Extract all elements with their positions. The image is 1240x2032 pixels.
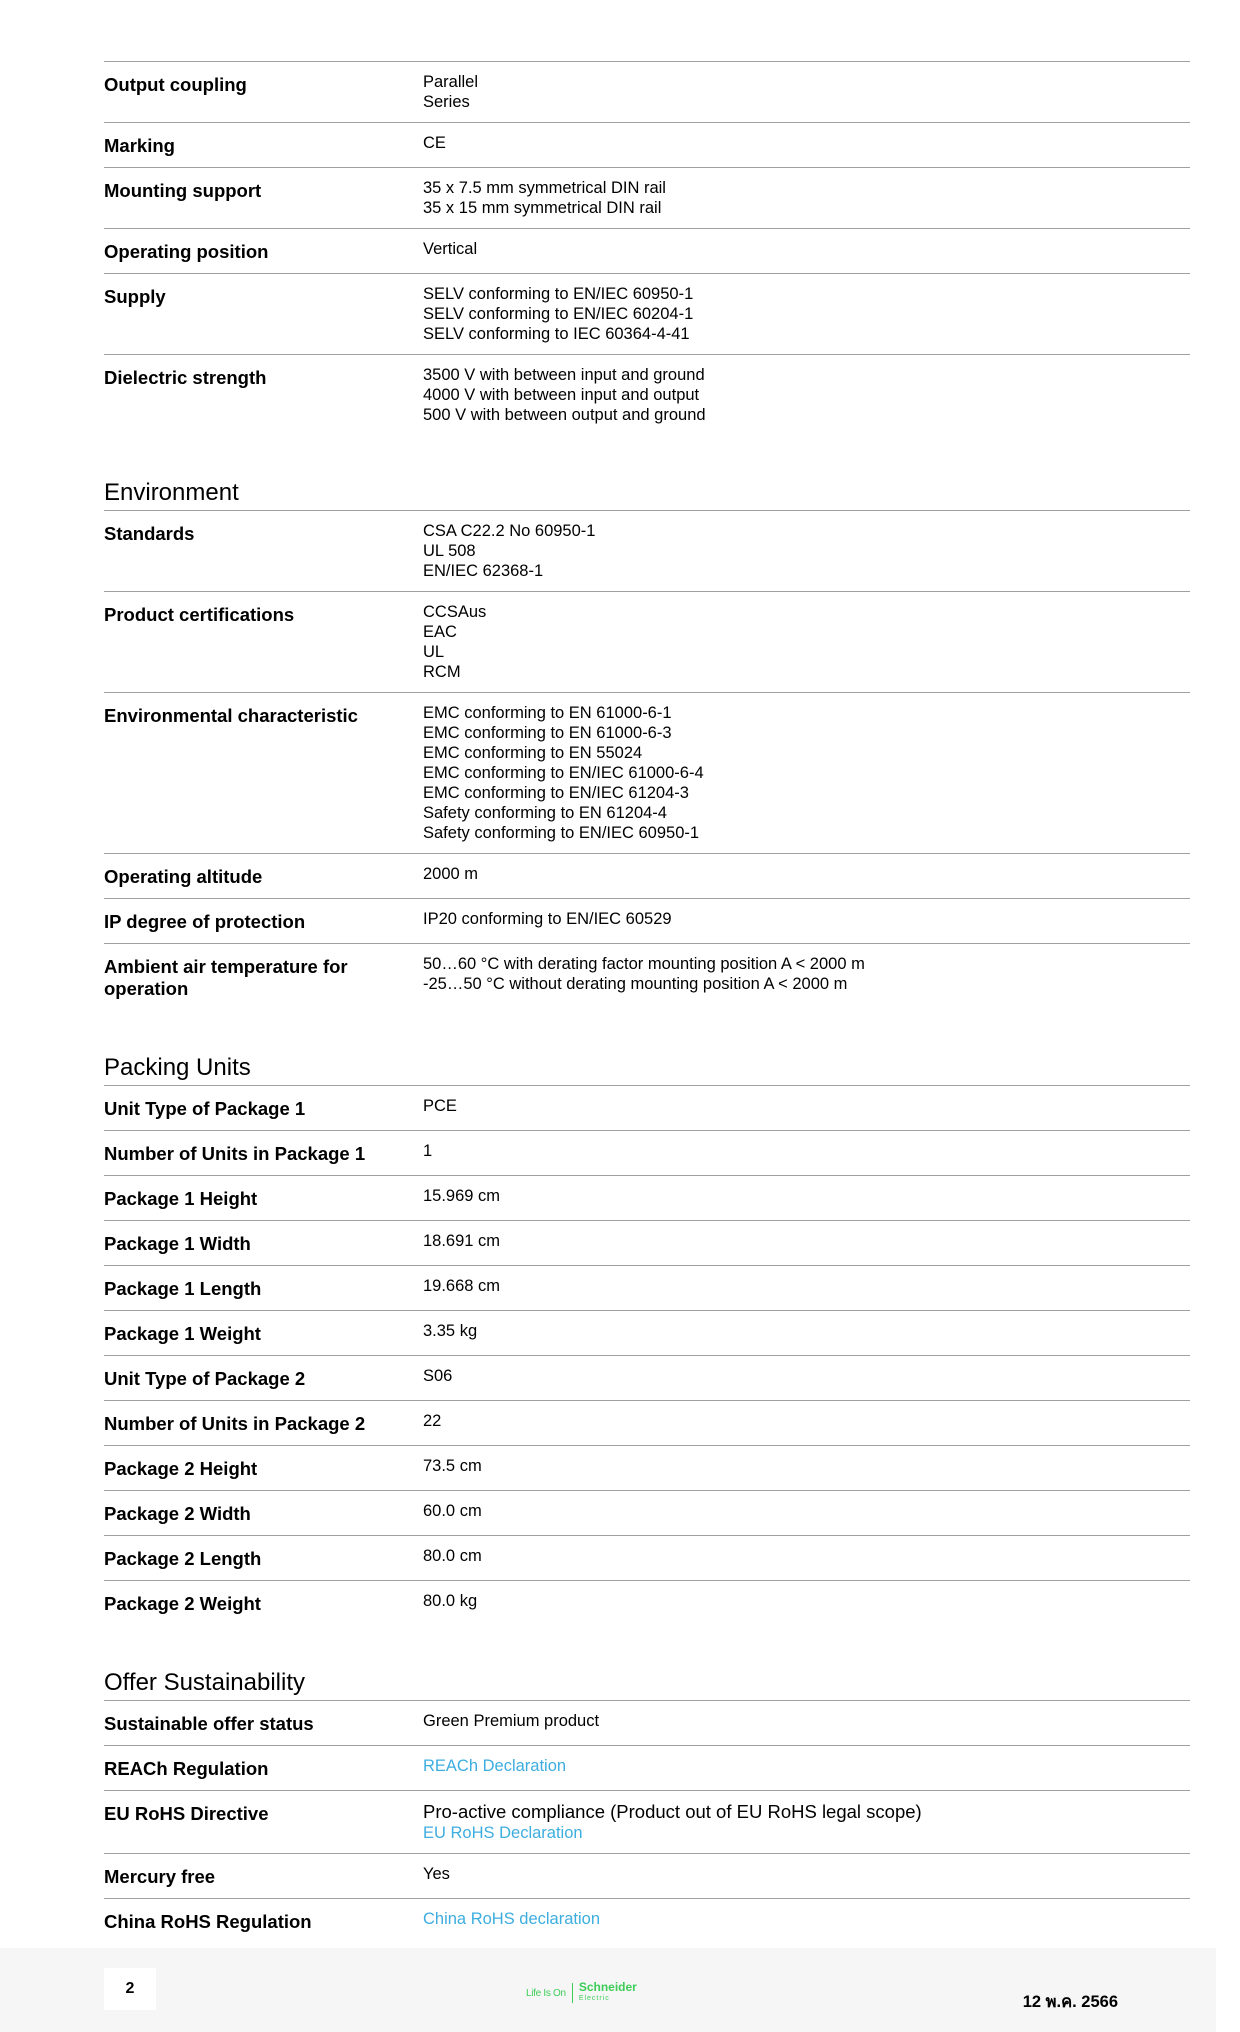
spec-value-line: 35 x 7.5 mm symmetrical DIN rail — [423, 179, 666, 197]
spec-value-line: 2000 m — [423, 865, 479, 883]
page-footer — [0, 1948, 1216, 2032]
spec-value-line: 4000 V with between input and output — [423, 386, 700, 404]
spec-row — [104, 1131, 1190, 1176]
spec-value-line: EN/IEC 62368-1 — [423, 562, 544, 580]
spec-label: Ambient air temperature for operation — [104, 956, 348, 999]
declaration-link[interactable]: REACh Declaration — [423, 1757, 567, 1775]
spec-row — [104, 899, 1190, 944]
spec-value — [423, 1711, 1190, 1735]
spec-label: Output coupling — [104, 74, 247, 95]
spec-value-line: IP20 conforming to EN/IEC 60529 — [423, 910, 672, 928]
spec-label: Package 1 Weight — [104, 1323, 261, 1344]
spec-value — [423, 703, 1190, 843]
logo-brand-name: Schneider — [578, 1980, 637, 1994]
spec-label: Product certifications — [104, 604, 295, 625]
spec-label: Sustainable offer status — [104, 1713, 314, 1734]
spec-value — [423, 1909, 1190, 1933]
schneider-logo — [526, 1982, 637, 2004]
spec-value — [423, 1546, 1190, 1570]
spec-row — [104, 854, 1190, 899]
spec-row — [104, 944, 1190, 1010]
spec-value-line: 60.0 cm — [423, 1502, 482, 1520]
spec-label: IP degree of protection — [104, 911, 306, 932]
spec-label: Package 1 Height — [104, 1188, 258, 1209]
spec-value — [423, 284, 1190, 344]
spec-value — [423, 864, 1190, 888]
spec-value-line: EMC conforming to EN/IEC 61000-6-4 — [423, 764, 704, 782]
spec-value-line: Series — [423, 93, 470, 111]
spec-label: Mercury free — [104, 1866, 216, 1887]
spec-value — [423, 1231, 1190, 1255]
spec-label: Operating position — [104, 241, 269, 262]
spec-label: Package 2 Height — [104, 1458, 258, 1479]
spec-row — [104, 1221, 1190, 1266]
spec-row — [104, 1854, 1190, 1899]
spec-value-line: EMC conforming to EN 61000-6-1 — [423, 704, 672, 722]
spec-value-line: Green Premium product — [423, 1712, 600, 1730]
page-number: 2 — [104, 1968, 156, 2010]
logo-divider — [572, 1983, 573, 2003]
spec-value — [423, 1141, 1190, 1165]
spec-value — [423, 1366, 1190, 1390]
spec-value-line: UL — [423, 643, 445, 661]
spec-value-line: Safety conforming to EN 61204-4 — [423, 804, 667, 822]
spec-row — [104, 1086, 1190, 1131]
spec-value — [423, 133, 1190, 157]
spec-label: Unit Type of Package 2 — [104, 1368, 306, 1389]
spec-value-line: EAC — [423, 623, 457, 641]
spec-label: Standards — [104, 523, 195, 544]
spec-label: Package 1 Width — [104, 1233, 251, 1254]
spec-row — [104, 1401, 1190, 1446]
spec-row — [104, 511, 1190, 592]
spec-value-line: 80.0 cm — [423, 1547, 482, 1565]
spec-value-line: Yes — [423, 1865, 450, 1883]
spec-label: Supply — [104, 286, 166, 307]
spec-label: Package 1 Length — [104, 1278, 262, 1299]
spec-value-line: SELV conforming to EN/IEC 60950-1 — [423, 285, 694, 303]
spec-value-line: Safety conforming to EN/IEC 60950-1 — [423, 824, 700, 842]
spec-row — [104, 1536, 1190, 1581]
spec-row — [104, 62, 1190, 123]
declaration-link[interactable]: China RoHS declaration — [423, 1910, 601, 1928]
section-title: Environment — [104, 479, 239, 506]
spec-label: Number of Units in Package 2 — [104, 1413, 366, 1434]
spec-row — [104, 1491, 1190, 1536]
spec-row — [104, 229, 1190, 274]
spec-label: Dielectric strength — [104, 367, 267, 388]
spec-value-line: 80.0 kg — [423, 1592, 478, 1610]
spec-row — [104, 1446, 1190, 1491]
spec-row — [104, 1791, 1190, 1854]
spec-value-line: 500 V with between output and ground — [423, 406, 706, 424]
spec-table — [104, 61, 1190, 435]
spec-value — [423, 1186, 1190, 1210]
spec-row — [104, 1176, 1190, 1221]
spec-value-line: 22 — [423, 1412, 442, 1430]
spec-row — [104, 1311, 1190, 1356]
spec-value-line: EMC conforming to EN/IEC 61204-3 — [423, 784, 689, 802]
spec-value-line: 1 — [423, 1142, 433, 1160]
spec-value-line: RCM — [423, 663, 461, 681]
spec-label: EU RoHS Directive — [104, 1803, 269, 1824]
spec-value — [423, 1864, 1190, 1888]
spec-value-line: SELV conforming to IEC 60364-4-41 — [423, 325, 690, 343]
spec-value — [423, 178, 1190, 218]
spec-value — [423, 365, 1190, 425]
spec-value-line: Pro-active compliance (Product out of EU RoHS legal scope) — [423, 1801, 922, 1822]
spec-value — [423, 1801, 1190, 1843]
spec-label: China RoHS Regulation — [104, 1911, 312, 1932]
spec-table — [104, 1700, 1190, 1943]
spec-value-line: 35 x 15 mm symmetrical DIN rail — [423, 199, 662, 217]
spec-value-line: 15.969 cm — [423, 1187, 501, 1205]
spec-value-line: S06 — [423, 1367, 453, 1385]
spec-value — [423, 72, 1190, 112]
spec-row — [104, 1356, 1190, 1401]
spec-value-line: 73.5 cm — [423, 1457, 482, 1475]
spec-value — [423, 1501, 1190, 1525]
spec-label: Mounting support — [104, 180, 262, 201]
spec-label: Operating altitude — [104, 866, 263, 887]
spec-label: Environmental characteristic — [104, 705, 358, 726]
spec-label: Unit Type of Package 1 — [104, 1098, 306, 1119]
spec-value-line: CSA C22.2 No 60950-1 — [423, 522, 596, 540]
spec-value — [423, 521, 1190, 581]
spec-value — [423, 1411, 1190, 1435]
spec-value — [423, 1276, 1190, 1300]
spec-value-line: 50…60 °C with derating factor mounting position A < 2000 m — [423, 955, 865, 973]
spec-value-line: 3500 V with between input and ground — [423, 366, 705, 384]
spec-label: Package 2 Length — [104, 1548, 262, 1569]
spec-row — [104, 1899, 1190, 1943]
section-title: Offer Sustainability — [104, 1669, 305, 1696]
section-title: Packing Units — [104, 1054, 251, 1081]
spec-value — [423, 909, 1190, 933]
spec-row — [104, 693, 1190, 854]
spec-value-line: PCE — [423, 1097, 457, 1115]
logo-brand-sub: Electric — [578, 1995, 610, 2002]
spec-label: Number of Units in Package 1 — [104, 1143, 366, 1164]
spec-value — [423, 1591, 1190, 1615]
section-spacer — [104, 435, 1190, 479]
spec-label: REACh Regulation — [104, 1758, 269, 1779]
spec-value — [423, 1096, 1190, 1120]
logo-tagline: Life Is On — [526, 1987, 566, 1999]
spec-value-line: Vertical — [423, 240, 478, 258]
spec-row — [104, 1701, 1190, 1746]
spec-row — [104, 274, 1190, 355]
declaration-link[interactable]: EU RoHS Declaration — [423, 1824, 583, 1842]
spec-label: Package 2 Weight — [104, 1593, 261, 1614]
spec-value-line: CCSAus — [423, 603, 487, 621]
spec-value-line: CE — [423, 134, 446, 152]
spec-label: Marking — [104, 135, 175, 156]
spec-value-line: -25…50 °C without derating mounting position A < 2000 m — [423, 975, 848, 993]
spec-row — [104, 1266, 1190, 1311]
logo-brand — [579, 1982, 637, 2004]
spec-value-line: UL 508 — [423, 542, 476, 560]
spec-value — [423, 1756, 1190, 1780]
spec-value-line: 3.35 kg — [423, 1322, 478, 1340]
document-date: 12 พ.ค. 2566 — [1022, 1993, 1118, 2011]
spec-row — [104, 1746, 1190, 1791]
spec-value — [423, 1321, 1190, 1345]
spec-table — [104, 510, 1190, 1010]
spec-row — [104, 355, 1190, 435]
spec-row — [104, 168, 1190, 229]
spec-value — [423, 602, 1190, 682]
spec-value-line: SELV conforming to EN/IEC 60204-1 — [423, 305, 694, 323]
spec-value — [423, 1456, 1190, 1480]
section-spacer — [104, 1010, 1190, 1054]
spec-row — [104, 1581, 1190, 1625]
spec-value — [423, 954, 1190, 1000]
spec-table — [104, 1085, 1190, 1625]
spec-value-line: Parallel — [423, 73, 479, 91]
section-spacer — [104, 1625, 1190, 1669]
spec-row — [104, 123, 1190, 168]
spec-row — [104, 592, 1190, 693]
spec-value-line: 19.668 cm — [423, 1277, 501, 1295]
spec-content — [104, 61, 1190, 1943]
spec-value-line: EMC conforming to EN 61000-6-3 — [423, 724, 672, 742]
spec-label: Package 2 Width — [104, 1503, 251, 1524]
spec-value — [423, 239, 1190, 263]
spec-value-line: EMC conforming to EN 55024 — [423, 744, 643, 762]
spec-value-line: 18.691 cm — [423, 1232, 501, 1250]
